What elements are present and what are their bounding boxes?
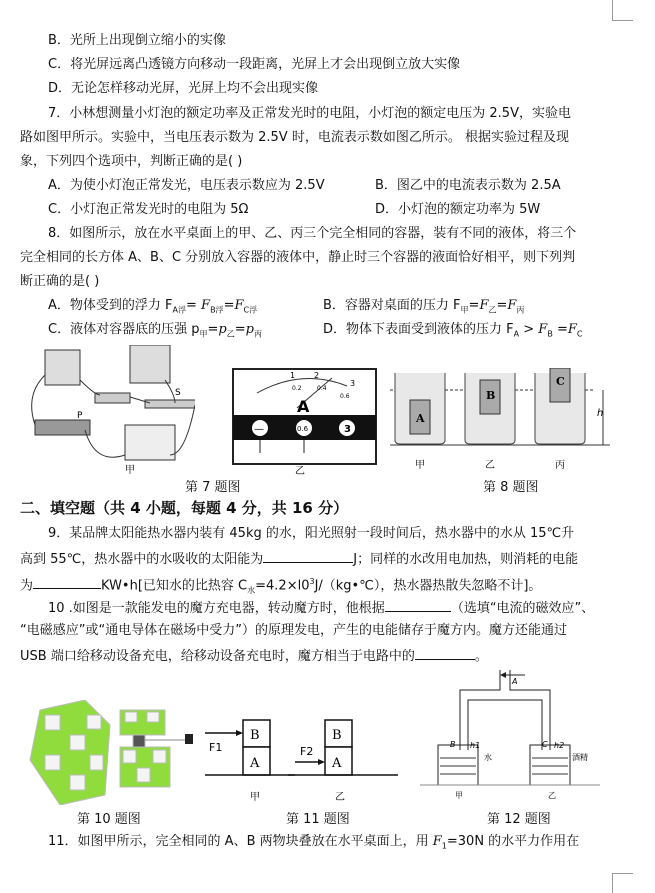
page-corner-mark [612,873,633,893]
q9-answer-blank-1[interactable] [263,549,353,563]
svg-text:0.4: 0.4 [317,385,327,392]
svg-text:B: B [332,728,342,743]
figure-11-blocks [205,715,415,805]
q6-option-d: D．无论怎样移动光屏，光屏上均不会出现实像 [48,81,319,96]
svg-text:3: 3 [350,379,356,388]
svg-text:S: S [175,388,181,398]
q7-option-b: B．图乙中的电流表示数为 2.5A [375,178,561,193]
q8-option-a: A．物体受到的浮力 $F_{A浮}= F_{B浮}=F_{C浮}$ [48,298,258,315]
svg-text:A: A [250,756,260,771]
figure-8-containers [390,368,610,478]
figure-10-caption: 第 10 题图 [77,812,141,827]
svg-text:3: 3 [344,424,351,435]
figure-8-caption: 第 8 题图 [483,480,539,495]
q7-option-d: D．小灯泡的额定功率为 5W [375,202,541,217]
svg-text:甲: 甲 [250,792,260,803]
svg-text:0.6: 0.6 [340,393,350,400]
q8-option-d: D．物体下表面受到液体的压力 $F_A > F_B =F_C$ [323,322,583,339]
q11-stem-line: 11．如图甲所示，完全相同的 A、B 两物块叠放在水平桌面上，用 $F_1=30N$ 的水平力作用在 [48,834,580,851]
figure-7-circuit [25,345,195,475]
svg-text:2: 2 [314,371,320,380]
svg-text:h1: h1 [470,741,481,750]
q7-stem-line: 路如图甲所示。实验中，当电压表示数为 2.5V 时，电流表示数如图乙所示。 根据实验过程及现 [20,130,569,145]
q9-answer-blank-2[interactable] [33,575,101,589]
svg-text:0.2: 0.2 [292,385,302,392]
figure-12-apparatus [420,670,600,805]
svg-text:1: 1 [290,371,296,380]
figure-11-caption: 第 11 题图 [286,812,350,827]
q7-option-a: A．为使小灯泡正常发光，电压表示数应为 2.5V [48,178,325,193]
svg-text:酒精: 酒精 [572,753,588,762]
figure-7-caption: 第 7 题图 [185,480,241,495]
q6-option-c: C．将光屏远离凸透镜方向移动一段距离，光屏上才会出现倒立放大实像 [48,57,461,72]
svg-text:0.6: 0.6 [297,425,309,433]
svg-text:甲: 甲 [455,791,463,800]
svg-text:C: C [556,375,565,388]
q8-option-b: B．容器对桌面的压力 $F_甲=F_乙=F_丙$ [323,298,525,315]
q10-stem-line: 10 .如图是一款能发电的魔方充电器，转动魔方时，他根据 （选填“电流的磁效应”、 [48,598,594,618]
svg-text:A: A [297,397,310,416]
figure-12-caption: 第 12 题图 [487,812,551,827]
svg-text:水: 水 [484,753,492,762]
svg-text:丙: 丙 [555,460,565,471]
q10-stem-line: “电磁感应”或“通电导体在磁场中受力”）的原理发电，产生的电能储存于魔方内。魔方还能通过 [20,623,567,638]
q7-option-c: C．小灯泡正常发光时的电阻为 5Ω [48,202,249,217]
figure-10-magic-cube [25,700,200,805]
svg-text:F1: F1 [209,741,223,754]
q8-stem-line: 完全相同的长方体 A、B、C 分别放入容器的液体中，静止时三个容器的液面恰好相平，则下列判 [20,250,576,265]
svg-text:乙: 乙 [485,460,495,471]
svg-text:h2: h2 [554,741,565,750]
page-corner-mark [612,0,633,21]
q9-stem-line: 9．某品牌太阳能热水器内装有 45kg 的水，阳光照射一段时间后，热水器中的水从 15℃升 [48,526,575,541]
svg-text:乙: 乙 [295,466,305,477]
svg-text:A: A [332,756,342,771]
q9-stem-line: 高到 55℃，热水器中的水吸收的太阳能为 J；同样的水改用电加热，则消耗的电能 [20,549,578,569]
svg-text:h: h [597,408,604,419]
svg-text:A: A [416,412,425,425]
q10-stem-line: USB 端口给移动设备充电，给移动设备充电时，魔方相当于电路中的 。 [20,646,488,666]
q6-option-b: B．光所上出现倒立缩小的实像 [48,33,226,48]
svg-text:A: A [512,677,518,686]
figure-7-ammeter [232,368,377,478]
section-2-title: 二、填空题（共 4 小题，每题 4 分，共 16 分） [20,499,349,517]
svg-text:乙: 乙 [335,792,345,803]
q8-stem-line: 断正确的是( ) [20,274,100,289]
q10-answer-blank-2[interactable] [415,646,475,660]
q10-answer-blank-1[interactable] [385,598,451,612]
svg-text:B: B [450,740,456,749]
svg-text:甲: 甲 [415,460,425,471]
svg-text:B: B [486,389,496,402]
svg-text:C: C [542,740,548,749]
svg-text:B: B [250,728,260,743]
svg-text:P: P [77,411,83,421]
q7-stem-line: 象，下列四个选项中，判断正确的是( ) [20,154,243,169]
q8-option-c: C．液体对容器底的压强 $p_甲=p_乙=p_丙$ [48,322,262,339]
svg-text:乙: 乙 [548,791,556,800]
q7-stem-line: 7．小林想测量小灯泡的额定功率及正常发光时的电阻，小灯泡的额定电压为 2.5V，实验电 [48,106,571,121]
svg-text:F2: F2 [300,745,314,758]
q9-stem-line: 为 KW•h[已知水的比热容 $C_水=4.2\times l0^3J/(kg•℃)$，热水器热散失忽略不计]。 [20,577,542,595]
q8-stem-line: 8．如图所示，放在水平桌面上的甲、乙、丙三个完全相同的容器，装有不同的液体，将三个 [48,226,577,241]
svg-text:甲: 甲 [125,465,135,475]
svg-text:—: — [254,424,264,435]
